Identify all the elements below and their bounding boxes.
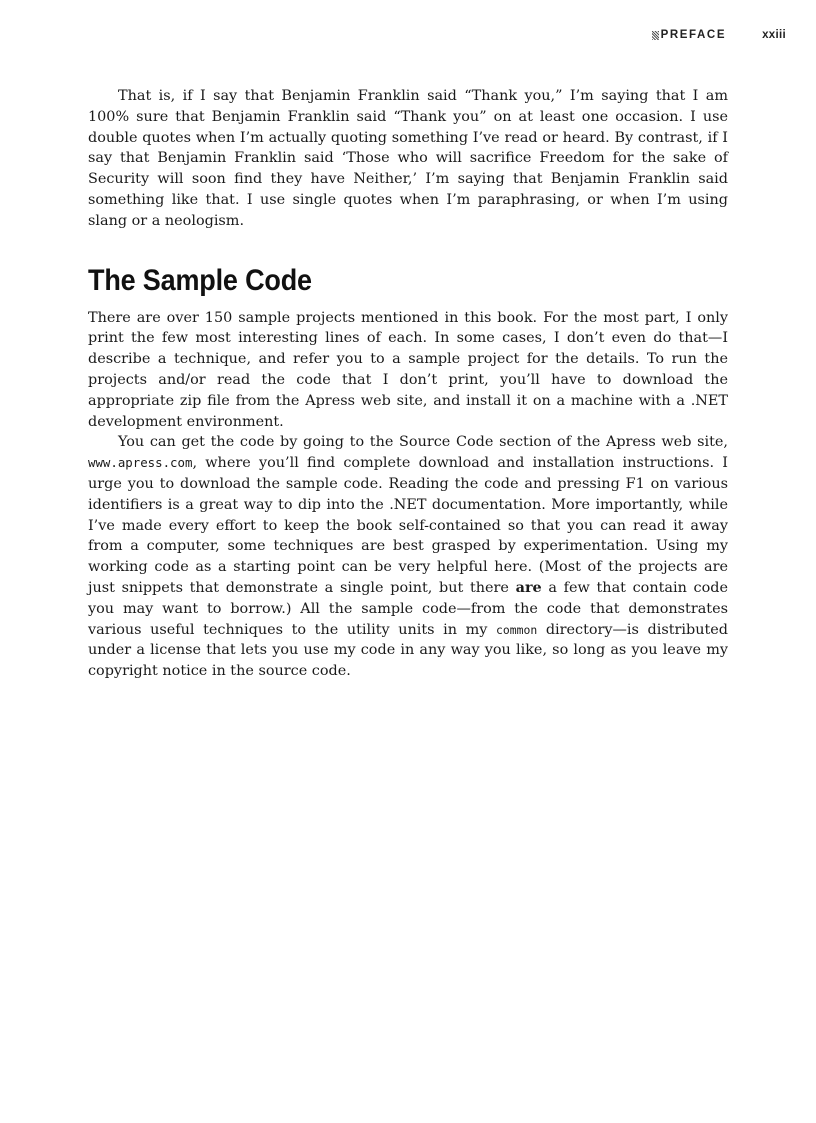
emphasis-are: are [515,578,542,596]
download-license-text: directory—is distributed under a license that lets you use my code in any way you like, so long as you leave my copyright notice in the source code. [88,621,728,680]
section-heading: The Sample Code [88,263,312,297]
section-marker-icon [652,31,659,40]
page-number: xxiii [762,29,786,41]
common-directory-name: common [496,622,538,637]
apress-url: www.apress.com [88,455,193,471]
page-body [88,86,728,682]
paragraph-quotes: That is, if I say that Benjamin Franklin said “Thank you,” I’m saying that I am 100% sure that Benjamin Franklin said “Thank you” on at least one occasion. I use double quotes when I’m actually quoting something I’ve read or heard. By contrast, if I say that Benjamin Franklin said ‘Those who will sacrifice Freedom for the sake of Security will soon find they have Neither,’ I’m saying that Benjamin Franklin said something like that. I use single quotes when I’m paraphrasing, or when I’m using slang or a neologism. [88,88,728,229]
paragraph-sample-projects: There are over 150 sample projects mentioned in this book. For the most part, I only print the few most interesting lines of each. In some cases, I don’t even do that—I describe a technique, and refer you to a sample project for the details. To run the projects and/or read the code that I don’t print, you’ll have to download the appropriate zip file from the Apress web site, and install it on a machine with a .NET development environment. [88,309,728,430]
download-body-text: , where you’ll find complete download and installation instructions. I urge you to download the sample code. Reading the code and pressing F1 on various identifiers is a great way to dip into the .NET documentation. More importantly, while I’ve made every effort to keep the book self-contained so that you can read it away from a computer, some techniques are best grasped by experimentation. Using my working code as a starting point can be very helpful here. (Most of the projects are just snippets that demonstrate a single point, but there [88,455,728,596]
download-intro-text: You can get the code by going to the Source Code section of the Apress web site, [118,434,728,451]
download-borrow-text: a few that contain code you may want to borrow.) All the sample code—from the code that demonstrates various useful techniques to the utility units in my [88,579,728,638]
running-head [652,28,786,42]
paragraph-download-code [88,432,728,682]
running-head-section: PREFACE [660,29,727,41]
